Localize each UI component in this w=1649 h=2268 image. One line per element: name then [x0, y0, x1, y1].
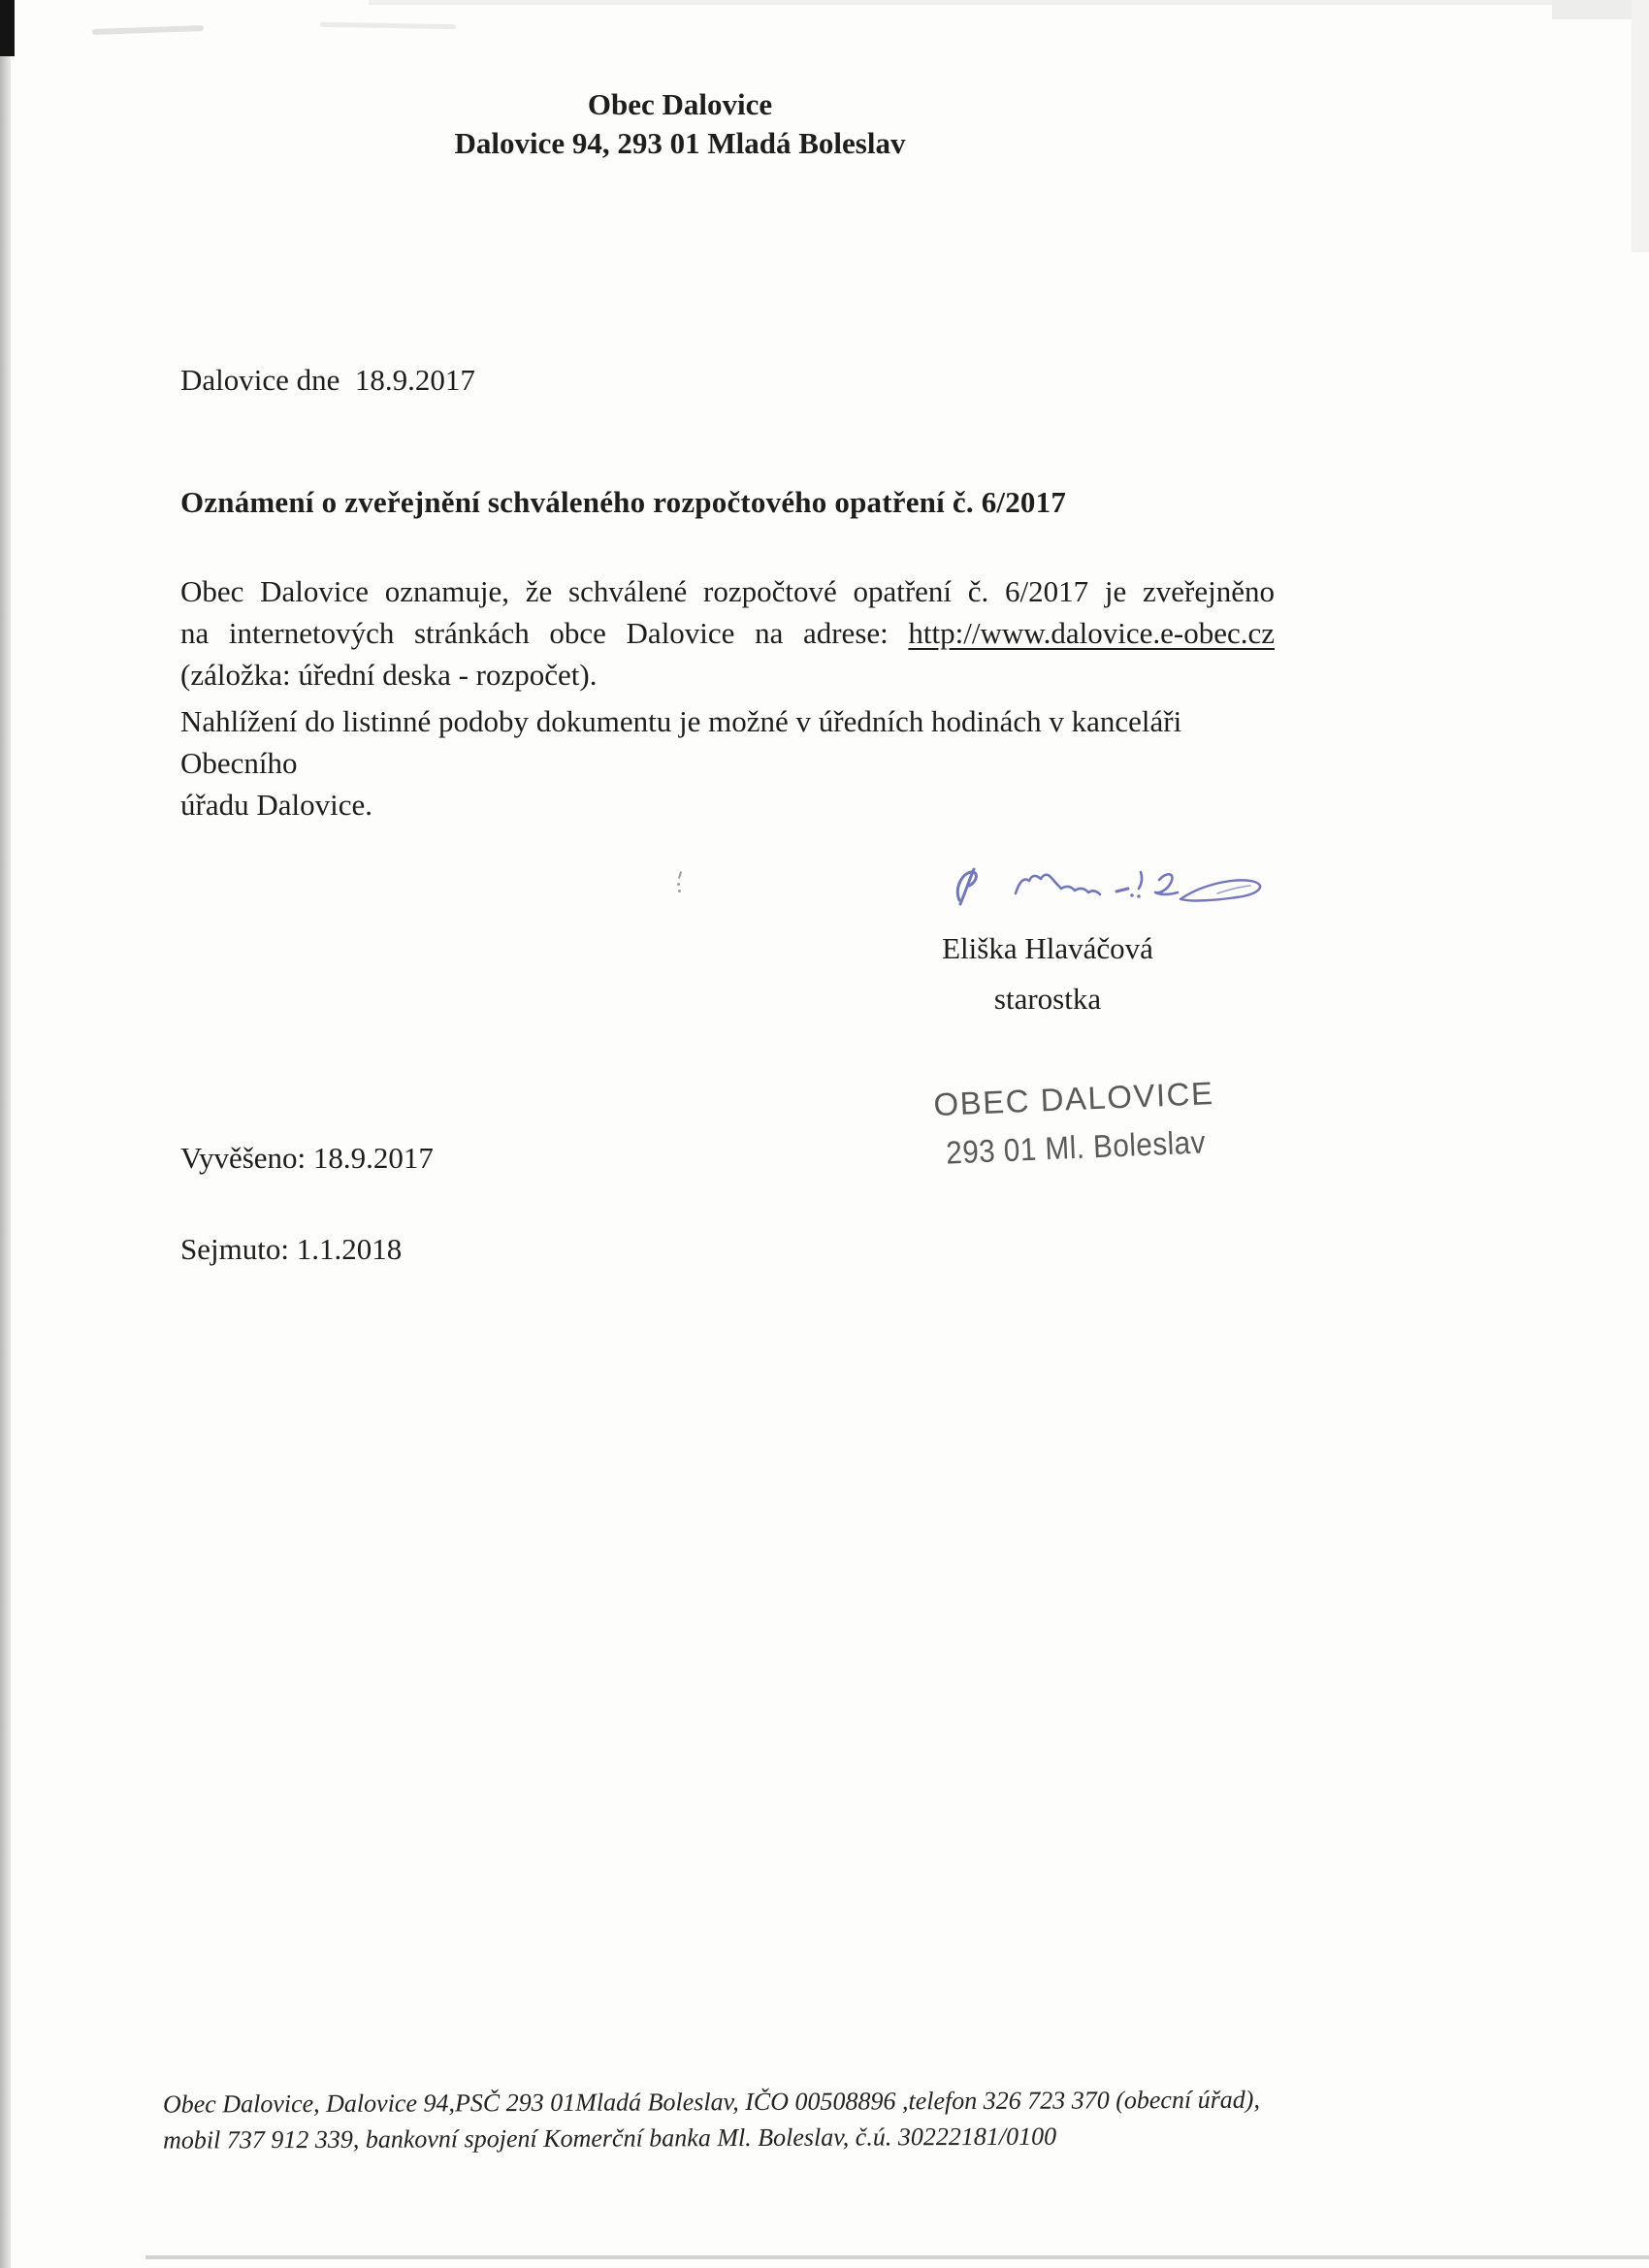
- paragraph-line: Obec Dalovice oznamuje, že schválené rozpočtové opatření č. 6/2017 je zveřejněno: [180, 574, 1275, 608]
- rubber-stamp: [918, 1068, 1232, 1178]
- org-name: Obec Dalovice: [587, 87, 773, 121]
- scan-edge-left: [0, 0, 11, 2268]
- stamp-org-name: OBEC DALOVICE: [932, 1074, 1215, 1123]
- signature-block: [902, 923, 1193, 1024]
- paragraph-line: Nahlížení do listinné podoby dokumentu je možné v úředních hodinách v kanceláři Obecního: [180, 704, 1182, 780]
- letterhead: [180, 85, 1180, 163]
- body-paragraph-announcement: [180, 570, 1275, 696]
- handwritten-signature-ink: [926, 859, 1285, 929]
- scan-edge-right: [1632, 0, 1649, 252]
- removed-date-line: Sejmuto: 1.1.2018: [180, 1232, 403, 1266]
- footer-line: mobil 737 912 339, bankovní spojení Komerční banka Ml. Boleslav, č.ú. 30222181/0100: [163, 2122, 1057, 2155]
- website-url-text: http://www.dalovice.e-obec.cz: [908, 616, 1275, 650]
- scan-edge-bottom: [146, 2255, 1649, 2259]
- pencil-mark: [677, 871, 683, 892]
- scan-edge-top: [369, 0, 1649, 5]
- posted-date-line: Vyvěšeno: 18.9.2017: [180, 1141, 434, 1175]
- document-footer: [163, 2081, 1346, 2157]
- scan-smudge: [92, 25, 204, 35]
- scan-smudge: [320, 22, 456, 29]
- scan-corner-mark: [0, 0, 15, 56]
- org-address: Dalovice 94, 293 01 Mladá Boleslav: [454, 126, 906, 160]
- stamp-address: 293 01 Ml. Boleslav: [945, 1123, 1207, 1171]
- document-title: Oznámení o zveřejnění schváleného rozpočtového opatření č. 6/2017: [180, 485, 1067, 519]
- document-date-line: Dalovice dne 18.9.2017: [180, 363, 475, 397]
- paragraph-line: (záložka: úřední deska - rozpočet).: [180, 658, 598, 692]
- paragraph-text: na internetových stránkách obce Dalovice na adrese:: [180, 616, 889, 650]
- signatory-role: starostka: [993, 982, 1102, 1016]
- paragraph-line: [180, 612, 1275, 654]
- signatory-name: Eliška Hlaváčová: [942, 931, 1153, 965]
- body-paragraph-inspection: [180, 700, 1296, 826]
- paragraph-line: úřadu Dalovice.: [180, 788, 372, 822]
- footer-line: Obec Dalovice, Dalovice 94,PSČ 293 01Mladá Boleslav, IČO 00508896 ,telefon 326 723 370 (obecní úřad),: [162, 2085, 1260, 2119]
